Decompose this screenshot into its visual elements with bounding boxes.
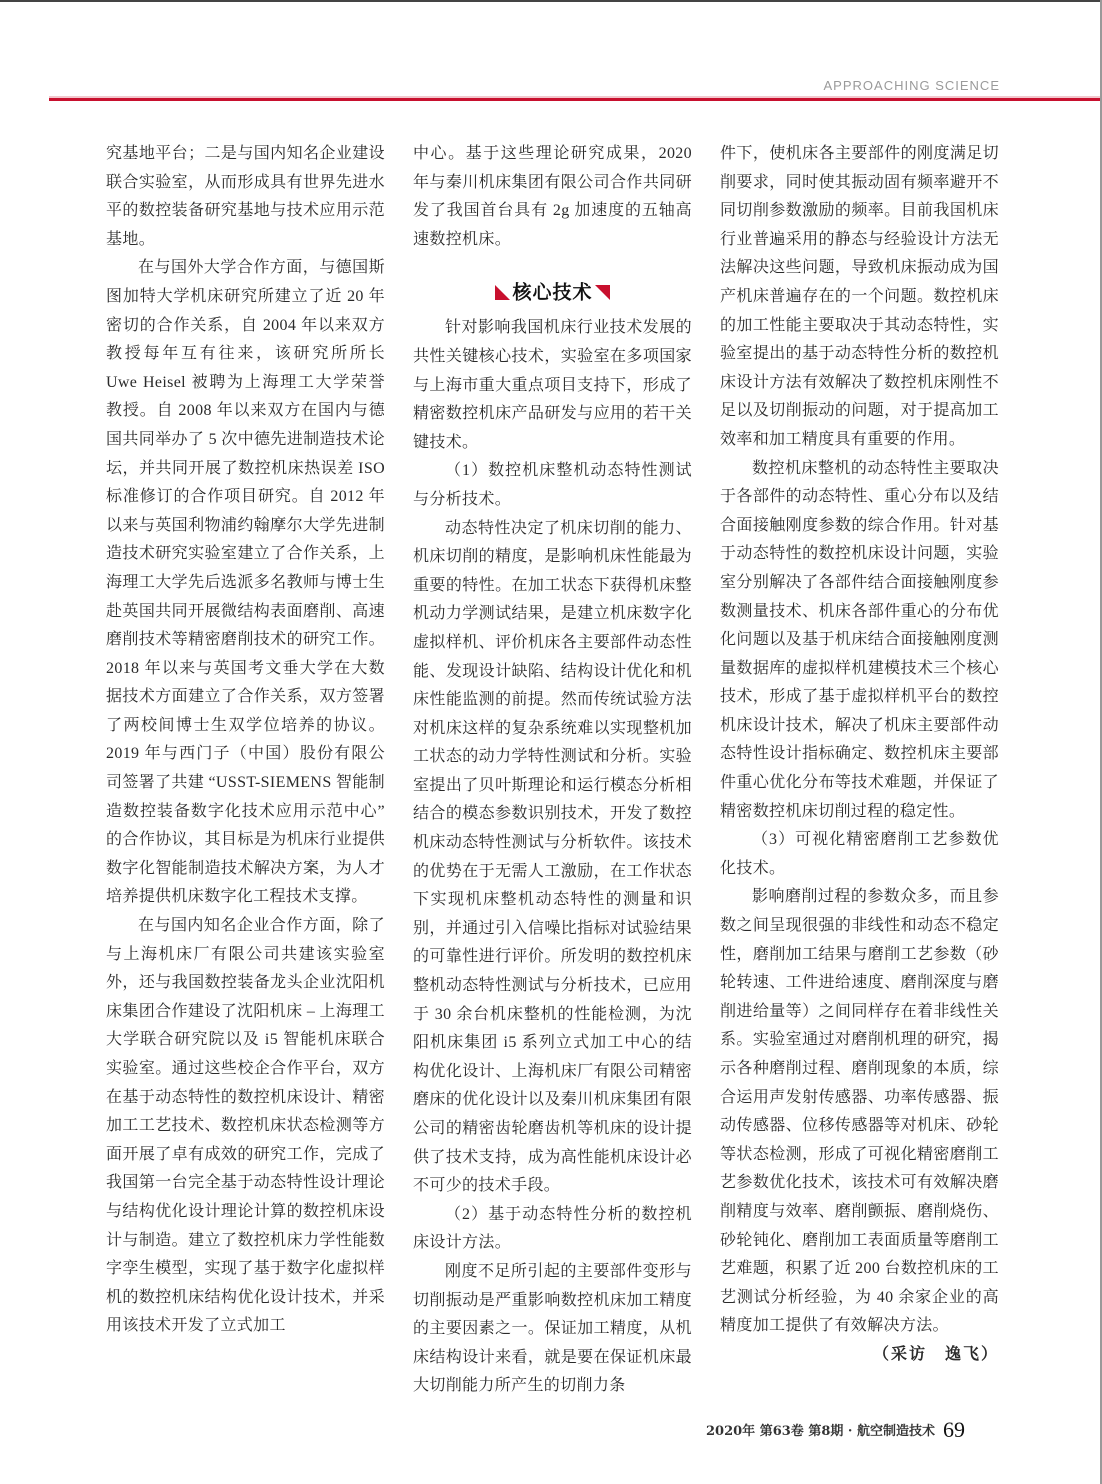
column-2 bbox=[413, 140, 692, 1401]
running-head: APPROACHING SCIENCE bbox=[823, 78, 1000, 93]
page-header bbox=[0, 0, 1102, 140]
paragraph: 影响磨削过程的参数众多，而且参数之间呈现很强的非线性和动态不稳定性，磨削加工结果与磨削工艺参数（砂轮转速、工件进给速度、磨削深度与磨削进给量等）之间同样存在着非线性关系。实验室通过对磨削机理的研究，揭示各种磨削过程、磨削现象的本质，综合运用声发射传感器、功率传感器、振动传感器、位移传感器等对机床、砂轮等状态检测，形成了可视化精密磨削工艺参数优化技术，该技术可有效解决磨削精度与效率、磨削颤振、磨削烧伤、砂轮钝化、磨削加工表面质量等磨削工艺难题，积累了近 200 台数控机床的工艺测试分析经验，为 40 余家企业的高精度加工提供了有效解决方法。 bbox=[720, 888, 1000, 1335]
paragraph: 刚度不足所引起的主要部件变形与切削振动是严重影响数控机床加工精度的主要因素之一。保证加工精度，从机床结构设计来看，就是要在保证机床最大切削能力所产生的切削力条 bbox=[413, 1262, 692, 1395]
article-columns bbox=[0, 140, 1102, 1401]
paragraph: 在与国内知名企业合作方面，除了与上海机床厂有限公司共建该实验室外，还与我国数控装备龙头企业沈阳机床集团合作建设了沈阳机床 – 上海理工大学联合研究院以及 i5 智能机床联合实验室。通过这些校企合作平台，双方在基于动态特性的数控机床设计、精密加工工艺技术、数控机床状态检测等方面开展了卓有成效的研究工作，完成了我国第一台完全基于动态特性设计理论与结构优化设计理论计算的数控机床设计与制造。建立了数控机床力学性能数字孪生模型，实现了基于数字化虚拟样机的数控机床结构优化设计技术，并采用该技术开发了立式加工 bbox=[106, 917, 385, 1335]
subheading: （2）基于动态特性分析的数控机床设计方法。 bbox=[413, 1205, 692, 1252]
byline: （采访 逸飞） bbox=[872, 1345, 999, 1363]
paragraph: 在与国外大学合作方面，与德国斯图加特大学机床研究所建立了近 20 年密切的合作关系，自 2004 年以来双方教授每年互有往来，该研究所所长 Uwe Heisel 被聘为上海理工大学荣誉教授。自 2008 年以来双方在国内与德国共同举办了 5 次中德先进制造技术论坛，并共同开展了数控机床热误差 ISO 标准修订的合作项目研究。自 2012 年以来与英国利物浦约翰摩尔大学先进制造技术研究实验室建立了合作关系，上海理工大学先后选派多名教师与博士生赴英国共同开展微结构表面磨削、高速磨削技术等精密磨削技术的研究工作。2018 年以来与英国考文垂大学在大数据技术方面建立了合作关系，双方签署了两校间博士生双学位培养的协议。2019 年与西门子（中国）股份有限公司签署了共建 “USST-SIEMENS 智能制造数控装备数字化技术应用示范中心” 的合作协议，其目标是为机床行业提供数字化智能制造技术解决方案，为人才培养提供机床数字化工程技术支撑。 bbox=[106, 259, 385, 906]
page-number: 69 bbox=[942, 1416, 965, 1442]
paragraph: 动态特性决定了机床切削的能力、机床切削的精度，是影响机床性能最为重要的特性。在加工状态下获得机床整机动力学测试结果，是建立机床数字化虚拟样机、评价机床各主要部件动态性能、发现设计缺陷、结构设计优化和机床性能监测的前提。然而传统试验方法对机床这样的复杂系统难以实现整机加工状态的动力学特性测试和分析。实验室提出了贝叶斯理论和运行模态分析相结合的模态参数识别技术，开发了数控机床动态特性测试与分析软件。该技术的优势在于无需人工激励，在工作状态下实现机床整机动态特性的测量和识别，并通过引入信噪比指标对试验结果的可靠性进行评价。所发明的数控机床整机动态特性测试与分析技术，已应用于 30 余台机床整机的性能检测，为沈阳机床集团 i5 系列立式加工中心的结构优化设计、上海机床厂有限公司精密磨床的优化设计以及秦川机床集团有限公司的精密齿轮磨齿机等机床的设计提供了技术支持，成为高性能机床设计必不可少的技术手段。 bbox=[413, 519, 692, 1195]
journal-issue: 2020年 第63卷 第8期 · 航空制造技术 bbox=[706, 1423, 935, 1439]
column-3 bbox=[720, 140, 999, 1370]
byline-row bbox=[720, 1341, 999, 1370]
page-footer-row bbox=[0, 1417, 1102, 1457]
header-rule bbox=[49, 98, 1100, 101]
paragraph: 件下，使机床各主要部件的刚度满足切削要求，同时使其振动固有频率避开不同切削参数激励的频率。目前我国机床行业普遍采用的静态与经验设计方法无法解决这些问题，导致机床振动成为国产机床普遍存在的一个问题。数控机床的加工性能主要取决于其动态特性，实验室提出的基于动态特性分析的数控机床设计方法有效解决了数控机床刚性不足以及切削振动的问题，对于提高加工效率和加工精度具有重要的作用。 bbox=[720, 145, 999, 448]
subheading: （3）可视化精密磨削工艺参数优化技术。 bbox=[720, 831, 999, 877]
paragraph: 中心。基于这些理论研究成果，2020 年与秦川机床集团有限公司合作共同研发了我国首台具有 2g 加速度的五轴高速数控机床。 bbox=[413, 145, 692, 248]
paragraph: 数控机床整机的动态特性主要取决于各部件的动态特性、重心分布以及结合面接触刚度参数的综合作用。针对基于动态特性的数控机床设计问题，实验室分别解决了各部件结合面接触刚度参数测量技术、机床各部件重心的分布优化问题以及基于机床结合面接触刚度测量数据库的虚拟样机建模技术三个核心技术，形成了基于虚拟样机平台的数控机床设计技术，解决了机床主要部件动态特性设计指标确定、数控机床主要部件重心优化分布等技术难题，并保证了精密数控机床切削过程的稳定性。 bbox=[720, 459, 999, 820]
paragraph: 针对影响我国机床行业技术发展的共性关键核心技术，实验室在多项国家与上海市重大重点项目支持下，形成了精密数控机床产品研发与应用的若干关键技术。 bbox=[413, 319, 692, 451]
section-heading bbox=[413, 278, 692, 306]
column-1 bbox=[106, 140, 385, 1341]
page-footer bbox=[706, 1417, 965, 1443]
subheading: （1）数控机床整机动态特性测试与分析技术。 bbox=[413, 462, 692, 508]
section-heading-label: 核心技术 bbox=[512, 281, 593, 304]
paragraph: 究基地平台；二是与国内知名企业建设联合实验室，从而形成具有世界先进水平的数控装备研究基地与技术应用示范基地。 bbox=[106, 145, 385, 248]
heading-right-triangle-icon bbox=[595, 285, 610, 300]
heading-left-triangle-icon bbox=[495, 285, 510, 300]
